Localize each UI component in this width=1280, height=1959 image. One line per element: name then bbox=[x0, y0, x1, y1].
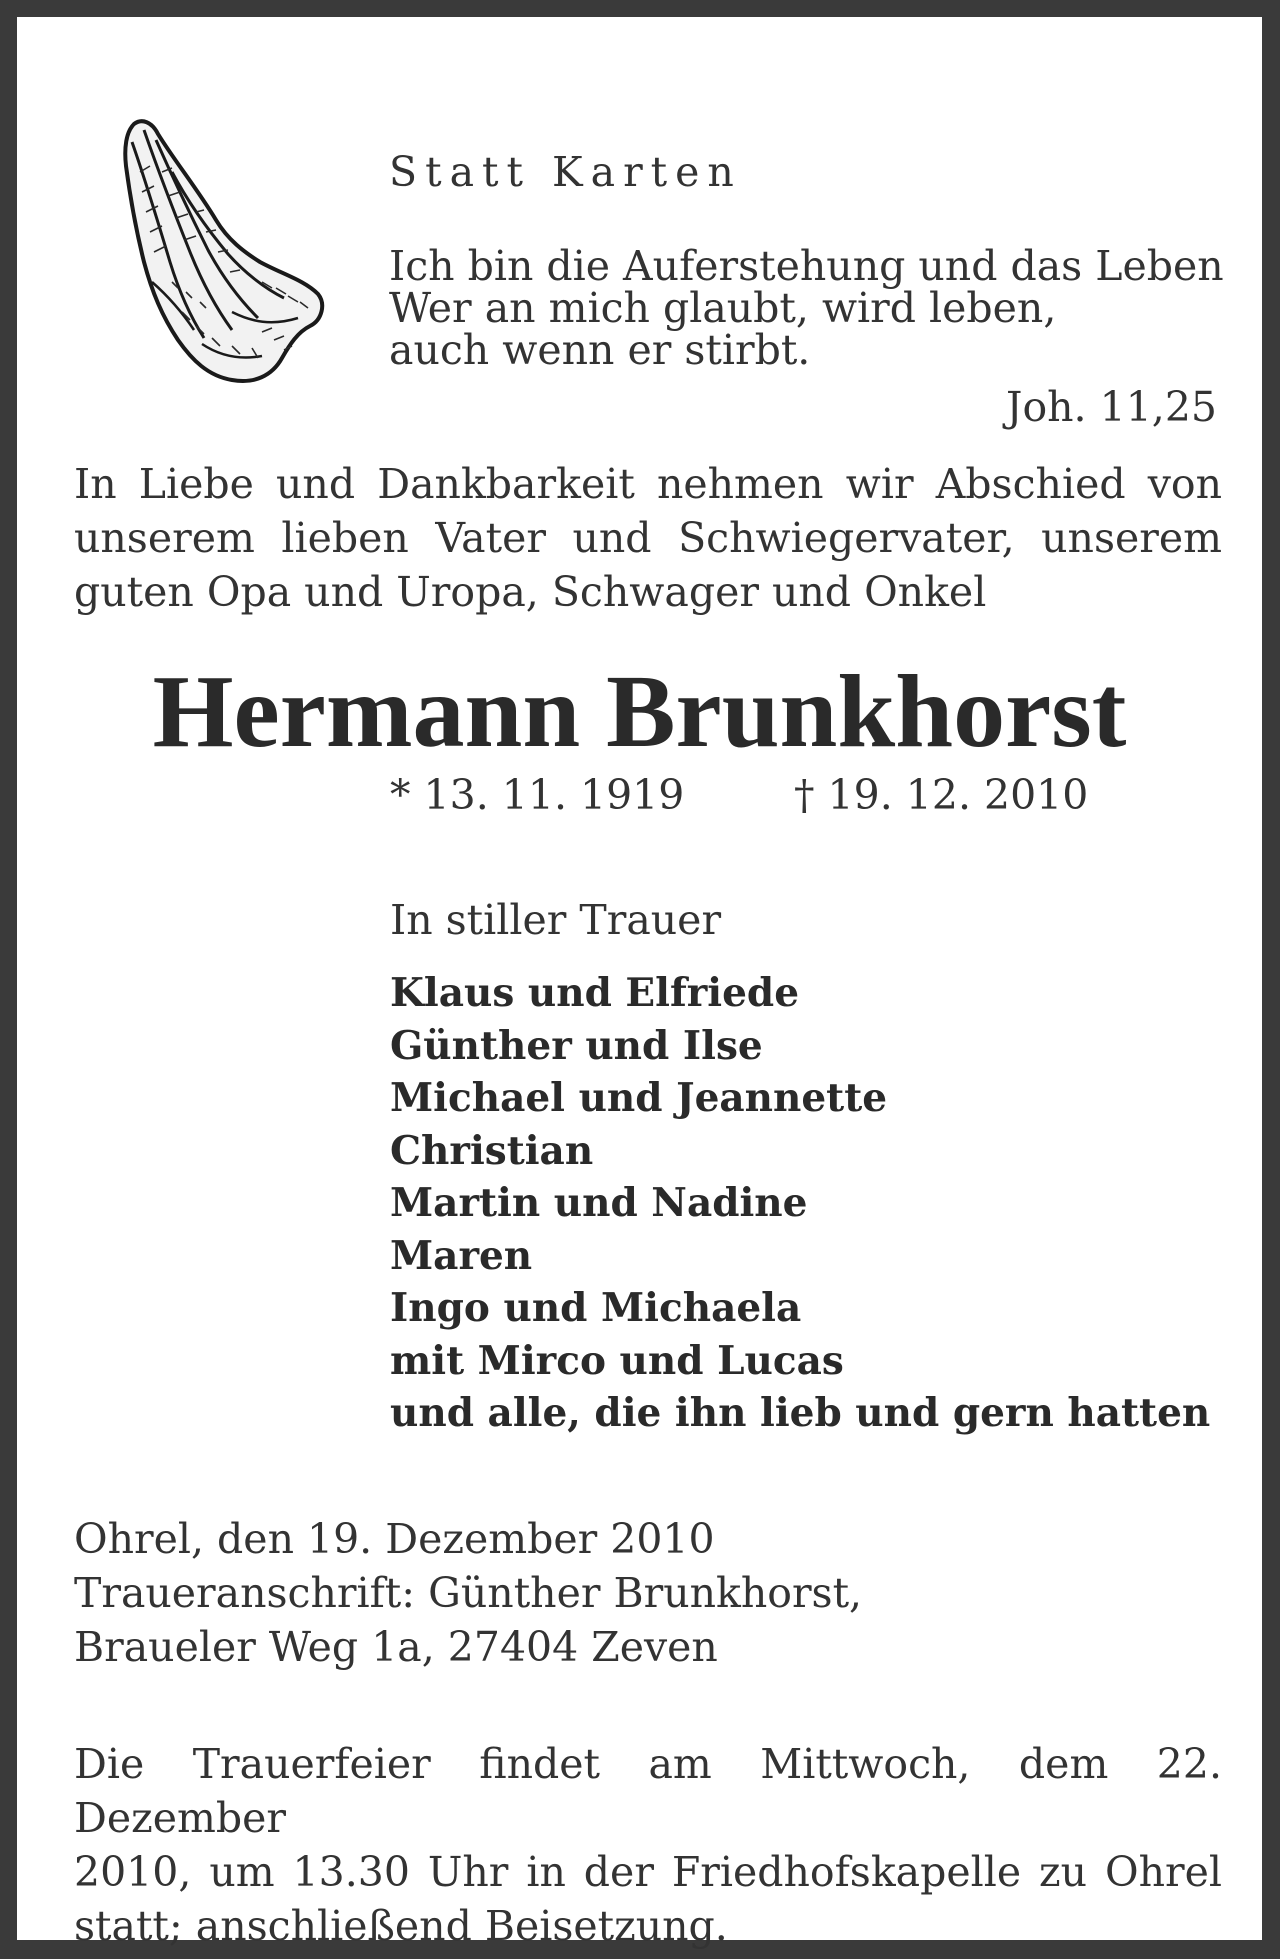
mourner-line: Ingo und Michaela bbox=[390, 1285, 802, 1331]
mourner-line: und alle, die ihn lieb und gern hatten bbox=[390, 1390, 1211, 1436]
intro-line: guten Opa und Uropa, Schwager und Onkel bbox=[74, 568, 987, 616]
verse-line: Wer an mich glaubt, wird leben, bbox=[389, 284, 1057, 332]
death-date: † 19. 12. 2010 bbox=[794, 771, 1089, 819]
service-line: Die Trauerfeier findet am Mittwoch, dem 22. Dezember bbox=[74, 1740, 1222, 1842]
obituary-notice bbox=[17, 17, 1262, 1950]
funeral-service-info bbox=[74, 1737, 1222, 1953]
verse-line: auch wenn er stirbt. bbox=[389, 326, 811, 374]
deceased-name: Hermann Brunkhorst bbox=[152, 654, 1127, 769]
place-line: Traueranschrift: Günther Brunkhorst, bbox=[74, 1569, 863, 1617]
service-line: statt; anschließend Beisetzung. bbox=[74, 1902, 728, 1950]
praying-hands-icon bbox=[112, 112, 332, 387]
statt-karten-label: Statt Karten bbox=[389, 148, 742, 196]
mourner-line: Maren bbox=[390, 1232, 533, 1279]
place-line: Ohrel, den 19. Dezember 2010 bbox=[74, 1515, 715, 1563]
verse-reference: Joh. 11,25 bbox=[1006, 383, 1217, 431]
mourning-heading: In stiller Trauer bbox=[390, 896, 722, 944]
mourners-list bbox=[390, 967, 1210, 1440]
place-and-address bbox=[74, 1512, 862, 1674]
intro-text bbox=[74, 457, 1222, 619]
mourner-line: mit Mirco und Lucas bbox=[390, 1337, 844, 1384]
mourner-line: Christian bbox=[390, 1127, 594, 1174]
place-line: Braueler Weg 1a, 27404 Zeven bbox=[74, 1623, 718, 1671]
mourner-line: Michael und Jeannette bbox=[390, 1075, 888, 1121]
mourner-line: Martin und Nadine bbox=[390, 1180, 808, 1226]
mourner-line: Günther und Ilse bbox=[390, 1022, 763, 1069]
birth-date: * 13. 11. 1919 bbox=[390, 771, 685, 819]
intro-line: unserem lieben Vater und Schwiegervater, unserem bbox=[74, 514, 1222, 562]
service-line: 2010, um 13.30 Uhr in der Friedhofskapelle zu Ohrel bbox=[74, 1848, 1222, 1896]
mourner-line: Klaus und Elfriede bbox=[390, 970, 800, 1016]
intro-line: In Liebe und Dankbarkeit nehmen wir Abschied von bbox=[74, 460, 1222, 508]
bible-verse bbox=[389, 242, 1224, 374]
verse-line: Ich bin die Auferstehung und das Leben bbox=[389, 242, 1224, 290]
